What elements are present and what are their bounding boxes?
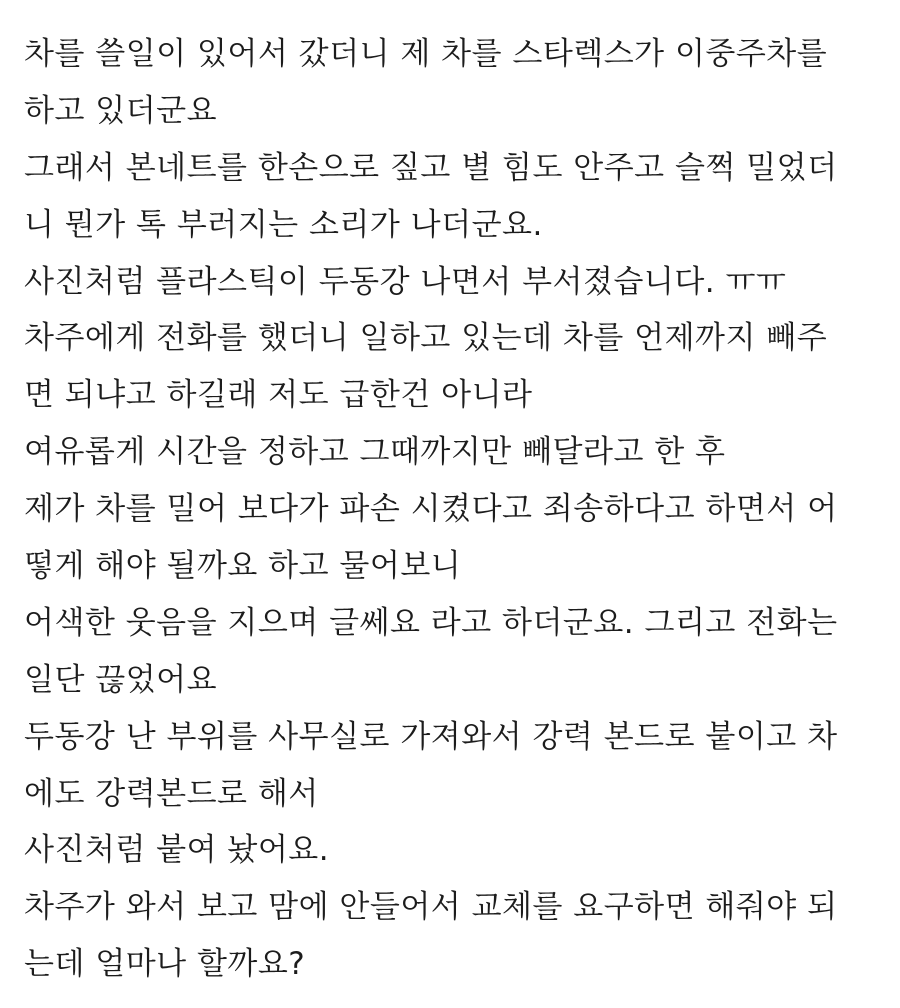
text-line: 니 뭔가 톡 부러지는 소리가 나더군요. <box>24 206 543 243</box>
text-line: 일단 끊었어요 <box>24 661 218 698</box>
text-line: 는데 얼마나 할까요? <box>24 946 306 983</box>
text-line: 차를 쓸일이 있어서 갔더니 제 차를 스타렉스가 이중주차를 <box>24 36 828 72</box>
text-line: 하고 있더군요 <box>24 92 218 129</box>
text-line: 면 되냐고 하길래 저도 급한건 아니라 <box>24 377 533 414</box>
text-line: 어색한 웃음을 지으며 글쎄요 라고 하더군요. 그리고 전화는 <box>24 604 838 641</box>
text-line: 차주가 와서 보고 맘에 안들어서 교체를 요구하면 해줘야 되 <box>24 889 838 926</box>
text-line: 그래서 본네트를 한손으로 짚고 별 힘도 안주고 슬쩍 밀었더 <box>24 149 838 186</box>
text-line: 두동강 난 부위를 사무실로 가져와서 강력 본드로 붙이고 차 <box>24 718 838 755</box>
text-line: 사진처럼 플라스틱이 두동강 나면서 부서졌습니다. ㅠㅠ <box>24 263 787 300</box>
text-line: 에도 강력본드로 해서 <box>24 775 319 812</box>
text-line: 사진처럼 붙여 놨어요. <box>24 832 330 869</box>
text-line: 제가 차를 밀어 보다가 파손 시켰다고 죄송하다고 하면서 어 <box>24 491 838 528</box>
text-line: 차주에게 전화를 했더니 일하고 있는데 차를 언제까지 빼주 <box>24 320 828 357</box>
post-body <box>24 26 890 993</box>
text-line: 떻게 해야 될까요 하고 물어보니 <box>24 548 462 585</box>
text-line: 여유롭게 시간을 정하고 그때까지만 빼달라고 한 후 <box>24 434 726 471</box>
